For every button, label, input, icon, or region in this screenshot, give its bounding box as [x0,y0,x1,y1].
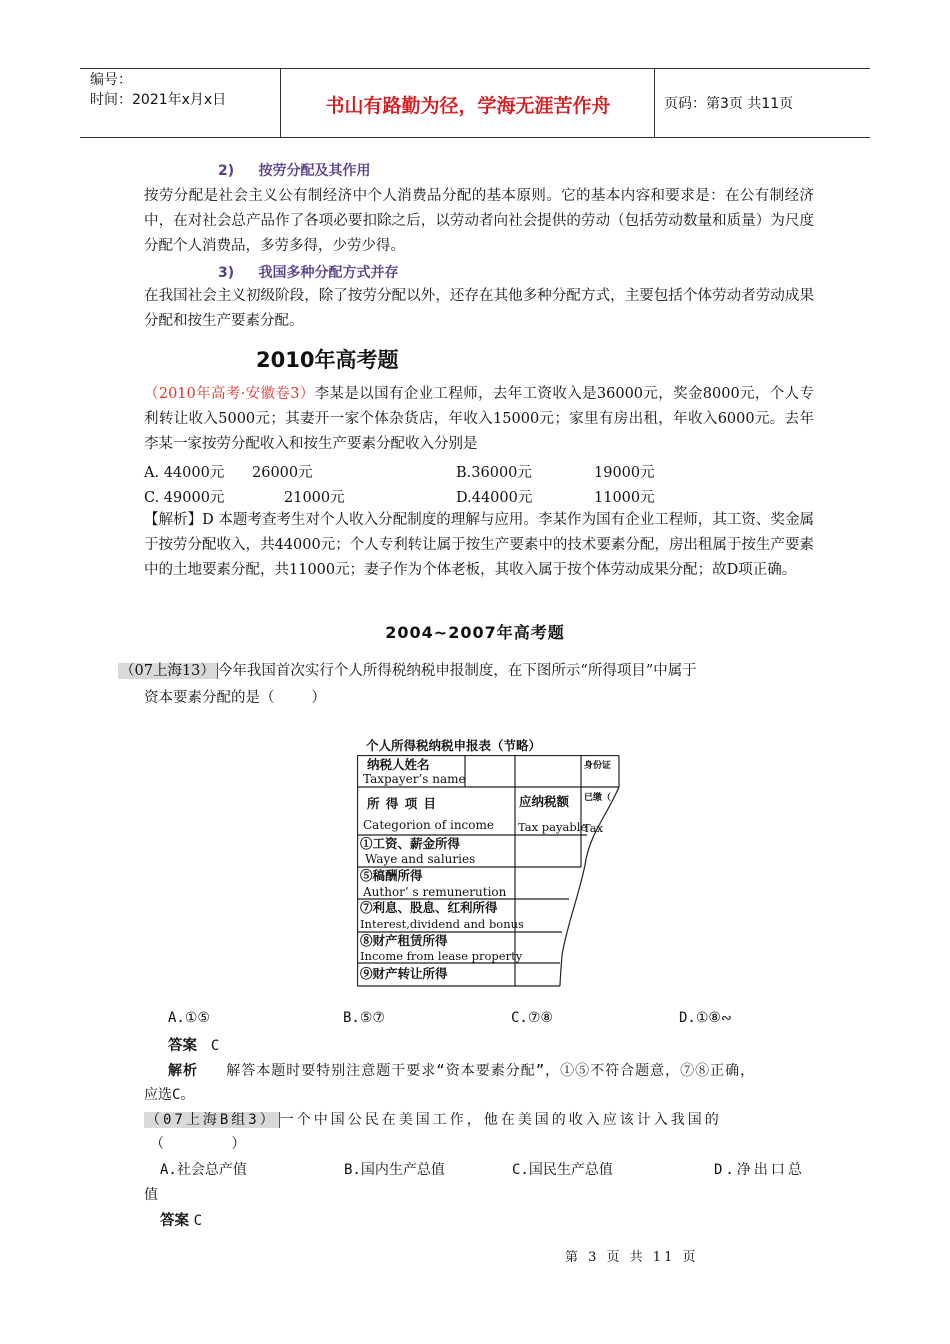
tax-form [357,755,621,987]
question-source: （07上海B组3） [144,1112,280,1128]
option-d: D.44000元 [456,490,533,506]
answer-value: C [193,1213,203,1229]
exam-2004-title: 2004~2007年高考题 [385,623,565,642]
q2-option-d-line2: 值 [144,1187,158,1203]
q1-option-a: A.①⑤ [168,1010,210,1026]
form-title: 个人所得税纳税申报表（节略） [366,738,542,753]
header-divider [654,69,655,137]
q1-analysis-line2: 应选C。 [144,1087,195,1103]
question-2-paren: （ ） [150,1136,246,1152]
option-b: B.36000元 [456,465,532,481]
form-row-1-cn: ①工资、薪金所得 [360,836,461,851]
q1-analysis: 解析 解答本题时要特别注意题干要求“资本要素分配”，①⑤不符合题意，⑦⑧正确， [168,1063,756,1079]
form-paid-en: Tax [583,821,604,835]
form-name-cn: 纳税人姓名 [367,757,430,772]
form-id-label: 身份证 [584,761,612,771]
q2-option-a: A.社会总产值 [160,1162,247,1178]
header-meta [90,70,226,110]
question-2 [144,1109,722,1129]
form-row-1-en: Waye and saluries [365,852,476,866]
q2-answer [160,1209,202,1230]
form-tax-en: Tax payable [518,820,588,834]
section-paragraph: 按劳分配是社会主义公有制经济中个人消费品分配的基本原则。它的基本内容和要求是：在公有制经济中，在对社会总产品作了各项必要扣除之后，以劳动者向社会提供的劳动（包括劳动数量和质量）为尺度分配个人消费品，多劳多得，少劳少得。 [144,188,814,254]
q2-option-b: B.国内生产总值 [344,1162,445,1178]
question-text: 李某是以国有企业工程师，去年工资收入是36000元，奖金8000元，个人专利转让收入5000元；其妻开一家个体杂货店，年收入15000元；家里有房出租，年收入6000元。去年李某一家按劳分配收入和按生产要素分配收入分别是 [144,386,814,452]
form-name-en: Taxpayer’s name [363,772,466,786]
doc-number-label: 编号： [90,72,132,88]
q1-option-c: C.⑦⑧ [511,1010,553,1026]
section-heading: 3) 我国多种分配方式并存 [218,265,399,281]
question-1 [118,659,697,680]
header-divider [280,69,281,137]
answer-value: C [210,1038,220,1054]
option-c-value: 21000元 [284,490,345,506]
form-row-2-en: Author’ s remunerution [363,885,507,899]
q1-answer [168,1034,219,1055]
answer-label: 答案 [160,1213,189,1229]
doc-date: 时间：2021年x月x日 [90,92,227,108]
question-text: 今年我国首次实行个人所得税纳税申报制度，在下图所示“所得项目”中属于 [217,663,697,679]
q2-option-c: C.国民生产总值 [512,1162,613,1178]
header-motto: 书山有路勤为径，学海无涯苦作舟 [325,95,611,117]
section-paragraph: 在我国社会主义初级阶段，除了按劳分配以外，还存在其他多种分配方式，主要包括个体劳动者劳动成果分配和按生产要素分配。 [144,288,814,329]
exam-2010-title: 2010年高考题 [256,348,399,372]
section-heading: 2) 按劳分配及其作用 [218,163,371,179]
q2-option-d: D.净出口总 [714,1162,805,1178]
question-source: （07上海13） [118,663,218,679]
option-b-value: 19000元 [594,465,655,481]
q1-option-d: D.①⑧∾ [679,1010,732,1026]
header-page-info: 页码：第3页 共11页 [664,96,794,112]
form-row-5-cn: ⑨财产转让所得 [360,966,448,981]
question-text: 一个中国公民在美国工作，他在美国的收入应该计入我国的 [279,1112,722,1128]
exam-2010-question [144,382,814,457]
form-paid-cn: 已缴（ [584,793,612,803]
option-c: C. 49000元 [144,490,225,506]
answer-label: 答案 [168,1038,197,1054]
form-item-cn: 所 得 项 目 [367,796,438,811]
option-a: A. 44000元 [144,465,225,481]
squiggle-icon: ∾ [720,1011,732,1026]
exam-2010-analysis: 【解析】D 本题考查考生对个人收入分配制度的理解与应用。李某作为国有企业工程师，其工资、奖金属于按劳分配收入，共44000元；个人专利转让属于按生产要素中的技术要素分配，房出租属于按生产要素中的土地要素分配，共11000元；妻子作为个体老板，其收入属于按个体劳动成果分配；故D项正确。 [144,512,814,578]
option-a-value: 26000元 [252,465,313,481]
form-row-2-cn: ⑤稿酬所得 [360,868,423,883]
q1-option-b: B.⑤⑦ [343,1010,385,1026]
analysis-label: 解析 [168,1063,198,1079]
page-footer: 第 3 页 共 11 页 [565,1250,699,1265]
question-source: （2010年高考·安徽卷3） [144,386,315,402]
form-row-3-en: Interest,dividend and bonus [360,917,524,931]
form-row-3-cn: ⑦利息、股息、红利所得 [360,900,498,915]
form-row-4-en: Income from lease property [360,949,523,963]
option-d-value: 11000元 [594,490,655,506]
form-tax-cn: 应纳税额 [519,794,570,809]
form-item-en: Categorion of income [363,818,494,832]
form-row-4-cn: ⑧财产租赁所得 [360,933,448,948]
question-1-line2: 资本要素分配的是（ ） [144,690,326,706]
